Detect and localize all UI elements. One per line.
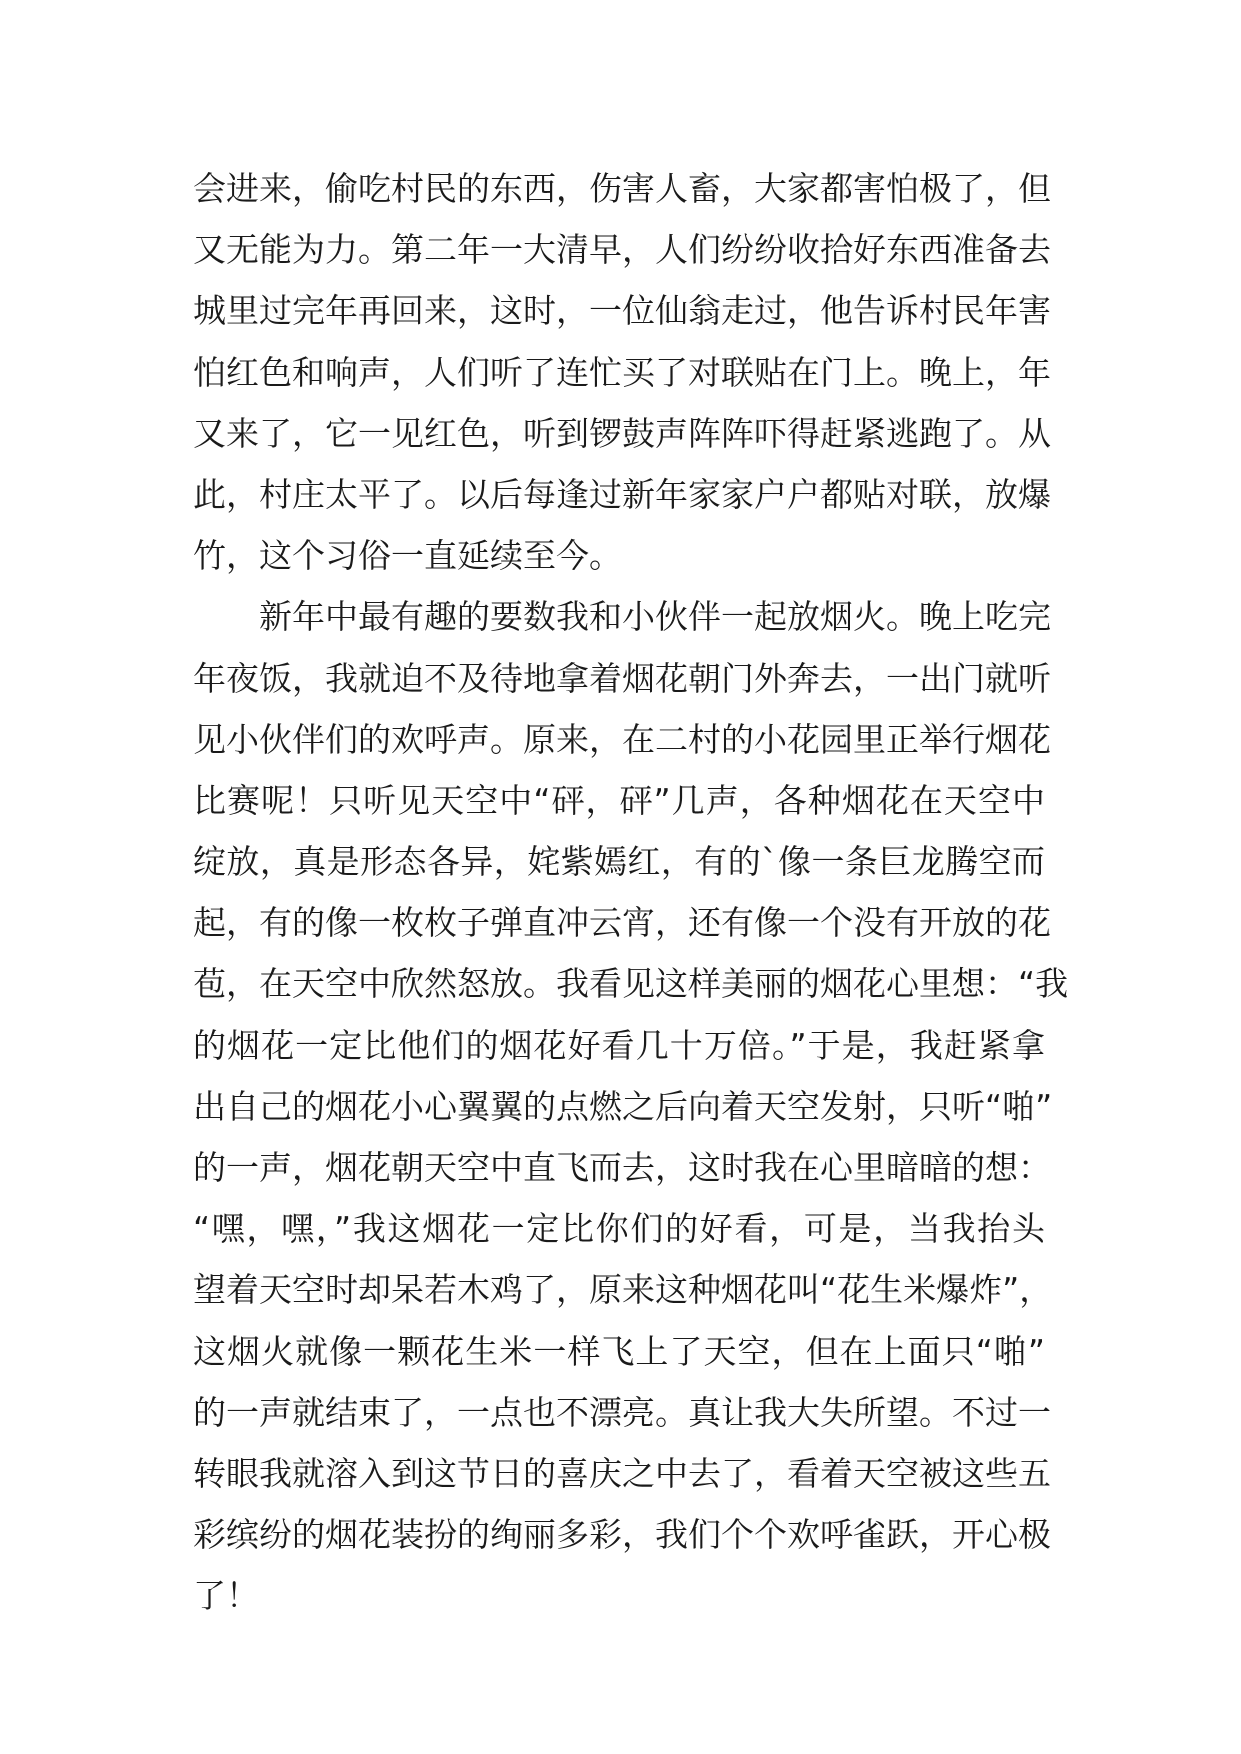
text-line: 绽放，真是形态各异，姹紫嫣红，有的`像一条巨龙腾空而 <box>193 842 1045 882</box>
text-line: 苞，在天空中欣然怒放。我看见这样美丽的烟花心里想：“我 <box>193 964 1069 1004</box>
text-line: 转眼我就溶入到这节日的喜庆之中去了，看着天空被这些五 <box>193 1453 1051 1493</box>
text-line: 年夜饭，我就迫不及待地拿着烟花朝门外奔去，一出门就听 <box>193 658 1051 698</box>
text-line: 起，有的像一枚枚子弹直冲云宵，还有像一个没有开放的花 <box>193 903 1051 943</box>
text-line: 的烟花一定比他们的烟花好看几十万倍。”于是，我赶紧拿 <box>193 1025 1045 1065</box>
text-line: 又无能为力。第二年一大清早，人们纷纷收拾好东西准备去 <box>193 230 1051 270</box>
text-line: 怕红色和响声，人们听了连忙买了对联贴在门上。晚上，年 <box>193 352 1051 392</box>
text-line: “嘿，嘿，”我这烟花一定比你们的好看，可是，当我抬头 <box>193 1209 1045 1249</box>
text-line: 城里过完年再回来，这时，一位仙翁走过，他告诉村民年害 <box>193 291 1051 331</box>
text-line: 又来了，它一见红色，听到锣鼓声阵阵吓得赶紧逃跑了。从 <box>193 413 1051 453</box>
text-line: 新年中最有趣的要数我和小伙伴一起放烟火。晚上吃完 <box>259 597 1051 637</box>
paragraph-legend-of-nian <box>193 158 1051 586</box>
text-line: 的一声就结束了，一点也不漂亮。真让我大失所望。不过一 <box>193 1392 1051 1432</box>
text-line: 望着天空时却呆若木鸡了，原来这种烟花叫“花生米爆炸”， <box>193 1270 1053 1310</box>
text-line: 会进来，偷吃村民的东西，伤害人畜，大家都害怕极了，但 <box>193 169 1051 208</box>
text-line: 了！ <box>193 1576 259 1616</box>
text-line: 见小伙伴们的欢呼声。原来，在二村的小花园里正举行烟花 <box>193 719 1051 759</box>
text-line: 此，村庄太平了。以后每逢过新年家家户户都贴对联，放爆 <box>193 474 1051 514</box>
text-line: 的一声，烟花朝天空中直飞而去，这时我在心里暗暗的想： <box>193 1148 1051 1187</box>
text-line: 彩缤纷的烟花装扮的绚丽多彩，我们个个欢呼雀跃，开心极 <box>193 1515 1051 1555</box>
text-line: 这烟火就像一颗花生米一样飞上了天空，但在上面只“啪” <box>193 1331 1045 1371</box>
paragraph-fireworks <box>193 586 1069 1626</box>
text-line: 出自己的烟花小心翼翼的点燃之后向着天空发射，只听“啪” <box>193 1086 1053 1126</box>
text-line: 比赛呢！只听见天空中“砰，砰”几声，各种烟花在天空中 <box>193 780 1045 820</box>
text-line: 竹，这个习俗一直延续至今。 <box>193 536 622 576</box>
document-body <box>193 158 1069 1627</box>
